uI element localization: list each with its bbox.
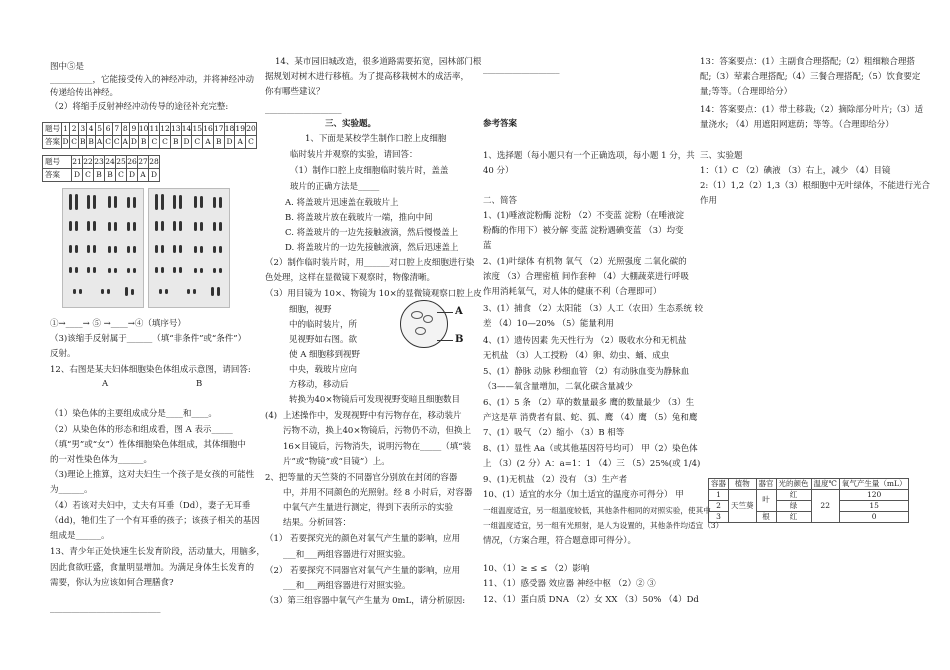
table-cell: 23 (94, 156, 105, 169)
table-cell: C (149, 136, 160, 149)
table-cell: B (105, 169, 116, 182)
section-heading: 参考答案 (483, 119, 518, 129)
text-line: 因此食欲旺盛，食量明显增加。为满足身体生长发育的 (50, 563, 255, 573)
answer-table (42, 122, 257, 149)
figure-label-b: B (455, 334, 464, 345)
table-cell: D (61, 136, 70, 149)
table-cell: 答案 (43, 169, 72, 182)
text-line: 配;（3）荤素合理搭配;（4）三餐合理搭配;（5）饮食要定 (700, 72, 921, 82)
table-row (43, 156, 160, 169)
text-line: 使 A 细胞移到视野 (289, 350, 361, 360)
table-cell: D (149, 169, 160, 182)
text-line: 中氧气产生量进行测定，得到下表所示的实验 (283, 503, 454, 513)
text-line: 临时装片并观察的实验，请回答： (290, 150, 418, 160)
text-line: __________________________ (50, 604, 161, 614)
text-line: 中的临时装片，所 (289, 320, 358, 330)
table-cell: 26 (127, 156, 138, 169)
text-line: （3）第三组容器中氧气产生量为 0mL，请分析原因: (265, 596, 466, 606)
text-line: 10、(1）适宜的水分（加土适宜的温度亦可得分） 甲 (483, 490, 684, 500)
table-cell: 绿 (776, 501, 811, 512)
text-line: 蓝 (483, 241, 492, 251)
table-cell: 2 (70, 123, 79, 136)
text-line: （1）制作口腔上皮细胞临时装片时，盖盖 (290, 166, 449, 176)
text-line: 转换为40×物镜后可发现视野变暗且细胞数目 (289, 395, 460, 405)
text-line: ___和___两组容器进行对照实验。 (283, 581, 411, 591)
text-line: （2）从染色体的形态和组成看，图 A 表示_____ (50, 425, 233, 435)
table-cell: D (127, 169, 138, 182)
table-cell: 5 (95, 123, 103, 136)
text-line: 10、（1）≥ ≤ ≤ （2）影响 (483, 564, 590, 574)
table-header: 温度℃ (811, 479, 839, 490)
table-header: 容器 (709, 479, 729, 490)
experiment-table (708, 478, 909, 523)
table-cell: C (112, 136, 121, 149)
table-cell: D (181, 136, 192, 149)
table-cell: 3 (78, 123, 86, 136)
text-line: （2）制作临时装片时，用______对口腔上皮细胞进行染 (265, 258, 475, 268)
table-cell: 12 (160, 123, 171, 136)
text-line: 2:（1）1,2（2）1,3（3）根细胞中无叶绿体，不能进行光合 (700, 181, 931, 191)
table-cell: B (78, 136, 86, 149)
text-line: 14、某市园旧城改造，很多道路需要拓宽，园林部门根 (275, 57, 482, 67)
table-cell: B (213, 136, 224, 149)
text-line: 中，并用不同颜色的光照射。经 8 小时后，对容器 (283, 488, 473, 498)
table-cell: 题号 (43, 123, 62, 136)
text-line: （4）若该对夫妇中，丈夫有耳垂（Dd），妻子无耳垂 (50, 501, 251, 511)
table-cell: 28 (149, 156, 160, 169)
text-line: 方移动，移动后 (289, 380, 349, 390)
text-line: 7、(1）吸气 （2）缩小 （3）B 相等 (483, 428, 625, 438)
text-line: 1、选择题（每小题只有一个正确选项，每小题 1 分，共 (483, 151, 695, 161)
text-line: （3)该缩手反射属于______（填“非条件”或“条件”） (50, 334, 247, 344)
text-line: ①→____→ ⑤ →____→④（填序号） (50, 319, 186, 329)
table-cell: 14 (181, 123, 192, 136)
text-line: 中央，载玻片应向 (289, 365, 358, 375)
table-cell: 7 (112, 123, 121, 136)
table-cell: 24 (105, 156, 116, 169)
text-line: __________________ (265, 105, 342, 115)
table-cell: 11 (149, 123, 160, 136)
table-cell: 22 (811, 490, 839, 523)
karyotype-image-b (148, 188, 230, 308)
table-cell: 4 (87, 123, 95, 136)
table-cell: D (224, 136, 235, 149)
table-cell: C (116, 169, 127, 182)
table-header: 光的颜色 (776, 479, 811, 490)
table-cell: 25 (116, 156, 127, 169)
karyotype-image-a (62, 188, 144, 308)
text-line: 5、(1）静脉 动脉 秒细血管 （2）有动脉血变为静脉血 (483, 367, 690, 377)
table-cell: C (246, 136, 257, 149)
table-cell: 120 (839, 490, 909, 501)
table-header: 氧气产生量（mL） (839, 479, 909, 490)
section-heading: 三、实验题。 (325, 119, 377, 129)
figure-label-a: A (455, 306, 463, 317)
text-line: （2） 若要探究不同器官对氧气产生量的影响，应用 (265, 566, 461, 576)
text-line: 的一对性染色体为______。 (50, 455, 153, 465)
text-line: 据规划对树木进行移植。为了提高移栽树木的成活率， (265, 72, 470, 82)
text-line: 产这是草 消费者有鼠、蛇、狐、鹰 （4）鹰 （5）兔和鹰 (483, 413, 698, 423)
text-line: 传递给传出神经。 (50, 88, 119, 98)
pointer-line-a (437, 312, 453, 313)
text-line: 污物不动，换上40×物镜后，污物仍不动，但换上 (283, 426, 471, 436)
text-line: 40 分） (483, 166, 514, 176)
table-cell: 22 (83, 156, 94, 169)
table-cell: 9 (129, 123, 138, 136)
text-line: 粉酶的作用下）被分解 变蓝 淀粉遇碘变蓝 （3）均变 (483, 226, 684, 236)
table-cell: B (94, 169, 105, 182)
text-line: 16×目镜后，污物消失，说明污物在_____（填“装 (283, 442, 472, 452)
table-row (43, 169, 160, 182)
option-a: A. 将盖玻片迅速盖在载玻片上 (285, 198, 399, 208)
text-line: 作用 (700, 196, 718, 206)
table-header: 植物 (729, 479, 757, 490)
text-line: ___和___两组容器进行对照实验。 (283, 550, 411, 560)
table-cell: A (138, 169, 149, 182)
text-line: 12、右图是某夫妇体细胞染色体组成示意图，请回答: (50, 365, 251, 375)
table-cell: 19 (235, 123, 246, 136)
table-cell: 15 (192, 123, 203, 136)
text-line: （填“男”或“女”）性体细胞染色体组成，其体细胞中 (50, 440, 246, 450)
text-line: 玻片的正确方法是_____ (290, 182, 380, 192)
table-row (43, 136, 257, 149)
text-line: 为______。 (50, 485, 93, 495)
table-cell: 答案 (43, 136, 62, 149)
table-cell: 红 (776, 512, 811, 523)
text-line: 组成是______。 (50, 531, 110, 541)
table-cell: 17 (213, 123, 224, 136)
table-cell: B (170, 136, 181, 149)
table-cell: 天竺葵 (729, 490, 757, 523)
table-cell: C (192, 136, 203, 149)
text-line: 无机盐 （3）人工授粉 （4）卵、幼虫、蛹、成虫 (483, 351, 670, 361)
text-line: 一组温度适宜，另一组温度较低，其他条件相同的对照实验，使其中 (483, 506, 711, 515)
text-line: 量;等等。（合理即给分） (700, 87, 793, 97)
table-cell: 8 (121, 123, 129, 136)
text-line-prefix: (4) (265, 411, 278, 421)
option-c: C. 将盖玻片的一边先接触液滴，然后慢慢盖上 (285, 228, 459, 238)
text-line: __________________ (483, 65, 560, 75)
table-cell: 13 (170, 123, 181, 136)
table-row (709, 490, 909, 501)
text-line: 9、(1)无机盐 （2）没有 （3）生产者 (483, 475, 628, 485)
text-line: （2）将缩手反射神经冲动传导的途径补充完整: (50, 102, 229, 112)
text-line: 14：答案要点：(1）带土移栽;（2）摘除部分叶片;（3）适 (700, 105, 924, 115)
figure-label-b: B (196, 379, 203, 389)
text-line: 2、(1)叶绿体 有机物 氧气 （2）光照强度 二氧化碳的 (483, 257, 687, 267)
table-cell: C (104, 136, 113, 149)
text-line: 结果。分析回答： (283, 518, 352, 528)
option-d: D. 将盖玻片的一边先接触液滴，然后迅速盖上 (285, 243, 459, 253)
text-line: 4、(1）遗传因素 先天性行为 （2）吸收水分和无机盐 (483, 336, 687, 346)
text-line: 浓度 （3）合理密植 间作套种 （4）大棚蔬菜进行呼吸 (483, 272, 689, 282)
text-line: 11、（1）感受器 效应器 神经中枢 （2）② ③ (483, 579, 656, 589)
text-line: 2、把等量的天竺葵的不同器官分别放在封闭的容器 (265, 473, 458, 483)
table-cell: 21 (72, 156, 83, 169)
table-row (43, 123, 257, 136)
text-line: 1、下面是某校学生制作口腔上皮细胞 (305, 134, 447, 144)
text-line: 1：（1）C （2）碘液 （3）右上，减少 （4）目镜 (700, 166, 891, 176)
text-line: 量浇水; （4）用遮阳网遮荫；等等。（合理即给分） (700, 120, 894, 130)
table-cell: 6 (104, 123, 113, 136)
table-header: 器官 (756, 479, 776, 490)
text-line: 图中⑤是 (50, 62, 85, 72)
text-line: 差 （4）10—20% （5）能量利用 (483, 319, 614, 329)
text-line: 你有哪些建议？ (265, 87, 325, 97)
text-line: 作用消耗氧气，对人体的健康不利（合理即可） (483, 287, 662, 297)
table-cell: 红 (776, 490, 811, 501)
text-line: __________，它能接受传入的神经冲动，并将神经冲动 (50, 75, 255, 85)
text-line: 1、(1)唾液淀粉酶 淀粉 （2）不变蓝 淀粉（在唾液淀 (483, 211, 684, 221)
table-cell: A (121, 136, 129, 149)
text-line: 上述操作中，发现视野中有污物存在，移动装片 (283, 411, 462, 421)
table-cell: D (72, 169, 83, 182)
table-cell: A (95, 136, 103, 149)
table-cell: 叶 (756, 490, 776, 512)
table-cell: D (129, 136, 138, 149)
table-cell: A (203, 136, 214, 149)
text-line: 色处理，这样在显微镜下观察时，物像清晰。 (265, 273, 436, 283)
table-cell: A (235, 136, 246, 149)
text-line: 二、简答 (483, 196, 518, 206)
text-line: 需要，你认为应该如何合理膳食? (50, 578, 174, 588)
table-cell: 0 (839, 512, 909, 523)
table-cell: B (138, 136, 149, 149)
text-line: 12、（1）蛋白质 DNA （2）女 XX （3）50% （4）Dd (483, 595, 699, 605)
text-line: 13、青少年正处快速生长发育阶段，活动量大，用脑多， (50, 547, 265, 557)
text-line: 细胞，视野 (289, 305, 332, 315)
text-line: 反射。 (50, 349, 76, 359)
text-line: （dd)，牠们生了一个有耳垂的孩子；该孩子相关的基因 (50, 516, 260, 526)
text-line: 一组温度适宜，另一组有光照射，是人为设置的，其他条件均适宜（3） (483, 521, 724, 530)
table-header-row (709, 479, 909, 490)
table-cell: C (83, 169, 94, 182)
figure-label-a: A (102, 379, 109, 389)
table-cell: 2 (709, 501, 729, 512)
table-cell: B (87, 136, 95, 149)
table-cell: 20 (246, 123, 257, 136)
table-cell: 27 (138, 156, 149, 169)
option-b: B. 将盖玻片放在载玻片一端，推向中间 (285, 213, 433, 223)
text-line: 6、(1）5 条 （2）草的数量最多 鹰的数量最少 （3）生 (483, 398, 695, 408)
table-cell: 18 (224, 123, 235, 136)
text-line: 13：答案要点：(1）主副食合理搭配;（2）粗细粮合理搭 (700, 57, 915, 67)
text-line: 片”或“物镜”或“目镜”）上。 (283, 457, 390, 467)
text-line: （3）用目镜为 10×、物镜为 10×的显微镜观察口腔上皮 (265, 289, 482, 299)
table-cell: 题号 (43, 156, 72, 169)
text-line: （1）染色体的主要组成成分是____和____。 (50, 409, 217, 419)
text-line: （1） 若要探究光的颜色对氧气产生量的影响，应用 (265, 534, 461, 544)
answer-table-2 (42, 155, 160, 182)
table-cell: 10 (138, 123, 149, 136)
table-cell: C (160, 136, 171, 149)
table-cell: 3 (709, 512, 729, 523)
text-line: 3、(1）捕食 （2）太阳能 （3）人工（农田）生态系统 较 (483, 304, 704, 314)
text-line: （3)理论上推算，这对夫妇生一个孩子是女孩的可能性 (50, 470, 255, 480)
table-cell: 1 (61, 123, 70, 136)
text-line: 情况，（方案合理，符合题意即可得分）。 (483, 536, 637, 546)
section-heading: 三、实验题 (700, 151, 743, 161)
pointer-line-b (437, 340, 453, 341)
text-line: 见视野如右图。欲 (289, 335, 358, 345)
table-cell: 根 (756, 512, 776, 523)
table-cell: 16 (203, 123, 214, 136)
table-cell: 15 (839, 501, 909, 512)
text-line: 上 （3）(2 分）A：a=1：1 （4）三 （5）25%(或 1/4) (483, 459, 701, 469)
table-cell: 1 (709, 490, 729, 501)
table-cell: C (70, 136, 79, 149)
text-line: （3——氧含量增加，二氧化碳含量减少 (483, 382, 633, 392)
text-line: 8、(1）显性 Aa（或其他基因符号均可） 甲（2）染色体 (483, 444, 698, 454)
